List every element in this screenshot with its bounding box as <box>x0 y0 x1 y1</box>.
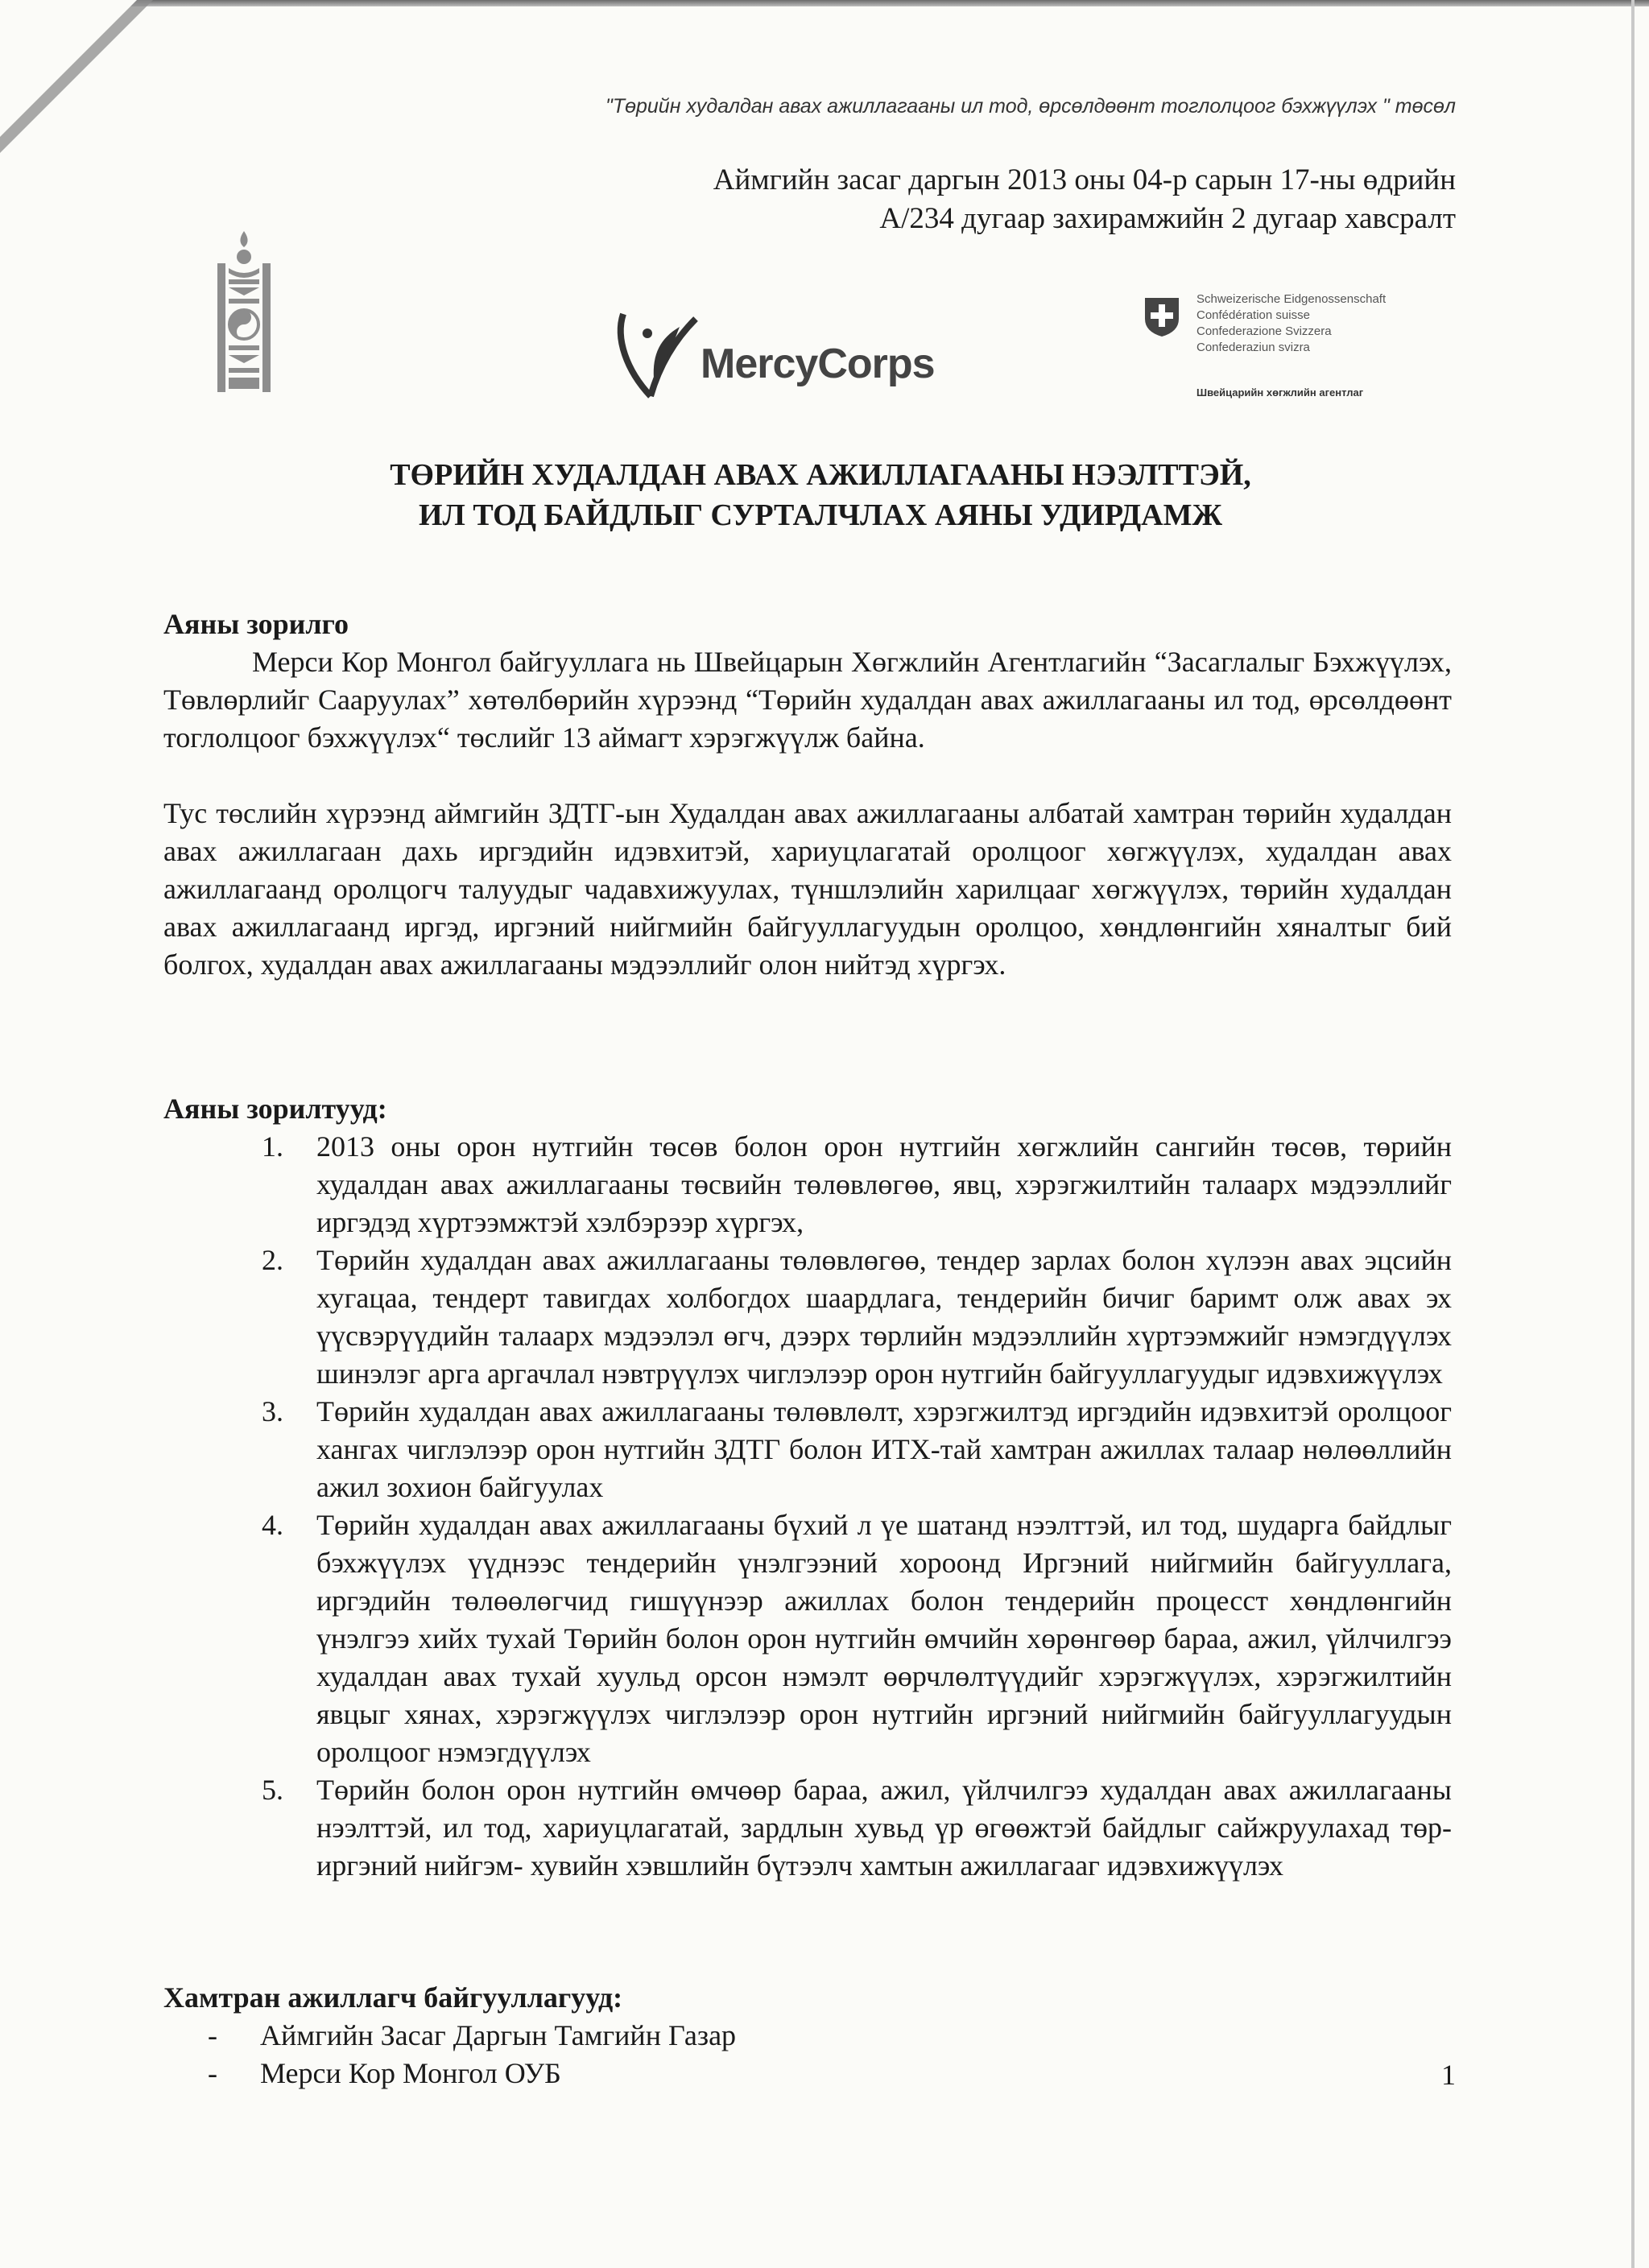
list-item-number: 1. <box>262 1130 283 1163</box>
document-title <box>0 455 1649 535</box>
swiss-agency-name: Швейцарийн хөгжлийн агентлаг <box>1196 386 1364 399</box>
swiss-name-3: Confederazione Svizzera <box>1196 324 1332 338</box>
purpose-paragraph-1 <box>163 643 1452 757</box>
partners-list <box>163 2017 1452 2092</box>
swiss-agency-logo <box>1142 291 1464 404</box>
list-item <box>163 2055 1452 2092</box>
list-item-text: Төрийн худалдан авах ажиллагааны төлөвлөгөө, тендер зарлах болон хүлээн авах эцсийн хугацаа, тендерт тавигдах холбогдох шаардлага, тендерийн бичиг баримт олж авах эх үүсвэрүүдийн талаарх мэдээлэл өгч, дээрх төрлийн мэдээллийн хүртээмжийг нэмэгдүүлэх шинэлэг арга аргачлал нэвтрүүлэх чиглэлээр орон нутгийн байгууллагуудыг идэвхижүүлэх <box>316 1244 1452 1390</box>
attachment-note <box>713 161 1456 238</box>
purpose-paragraph-1-text: Мерси Кор Монгол байгууллага нь Швейцарын Хөгжлийн Агентлагийн “Засаглалыг Бэхжүүлэх, Төвлөрлийг Сааруулах” хөтөлбөрийн хүрээнд “Төрийн худалдан авах ажиллагааны ил тод, өрсөлдөөнт тоглолцоог бэхжүүлэх“ төслийг 13 аймагт хэрэгжүүлж байна. <box>163 646 1452 754</box>
list-item-number: 4. <box>262 1509 283 1541</box>
page-corner-fold-inner <box>0 0 137 137</box>
soyombo-emblem-icon <box>217 229 271 399</box>
scan-right-edge <box>1631 0 1635 2268</box>
list-item-text: Төрийн худалдан авах ажиллагааны төлөвлөлт, хэрэгжилтэд иргэдийн идэвхитэй оролцоог хангах чиглэлээр орон нутгийн ЗДТГ болон ИТХ-тай хамтран ажиллах талаар нөлөөллийн ажил зохион байгуулах <box>316 1395 1452 1503</box>
attachment-line-1: Аймгийн засаг даргын 2013 оны 04-р сарын 17-ны өдрийн <box>713 163 1456 196</box>
list-item-text: Төрийн болон орон нутгийн өмчөөр бараа, ажил, үйлчилгээ худалдан авах ажиллагааны нээлттэй, ил тод, хариуцлагатай, зардлын хувьд үр өгөөжтэй байдлыг сайжруулахад төр- иргэний нийгэм- хувийн хэвшлийн бүтээлч хамтын ажиллагааг идэвхижүүлэх <box>316 1774 1452 1882</box>
scan-top-edge <box>0 0 1649 6</box>
swiss-cross-icon <box>1142 295 1182 338</box>
swiss-name-2: Confédération suisse <box>1196 308 1310 322</box>
list-item <box>163 1241 1452 1393</box>
mercy-corps-logo-icon <box>612 306 701 403</box>
purpose-paragraph-2: Тус төслийн хүрээнд аймгийн ЗДТГ-ын Худалдан авах ажиллагааны албатай хамтран төрийн худалдан авах ажиллагаан дахь иргэдийн идэвхитэй, хариуцлагатай оролцоог хөгжүүлэх, худалдан авах ажиллагаанд оролцогч талуудыг чадавхижуулах, түншлэлийн харилцааг хөгжүүлэх, төрийн худалдан авах ажиллагаанд иргэд, иргэний нийгмийн байгууллагуудын оролцоо, хөндлөнгийн хяналтыг бий болгох, худалдан авах ажиллагааны мэдээллийг олон нийтэд хүргэх. <box>163 797 1452 981</box>
swiss-name-1: Schweizerische Eidgenossenschaft <box>1196 292 1387 306</box>
list-item <box>163 1771 1452 1885</box>
list-item <box>163 1393 1452 1506</box>
swiss-name-4: Confederaziun svizra <box>1196 341 1310 354</box>
purpose-heading: Аяны зорилго <box>163 608 349 640</box>
list-dash: - <box>208 2057 217 2089</box>
list-dash: - <box>208 2019 217 2051</box>
partners-section <box>163 1979 1452 2092</box>
list-item <box>163 1128 1452 1241</box>
project-header: "Төрийн худалдан авах ажиллагааны ил тод, өрсөлдөөнт тоглолцоог бэхжүүлэх " төсөл <box>605 95 1456 118</box>
list-item-text: Төрийн худалдан авах ажиллагааны бүхий л үе шатанд нээлттэй, ил тод, шударга байдлыг бэхжүүлэх үүднээс тендерийн үнэлгээний хороонд Иргэний нийгмийн байгууллага, иргэдийн төлөөлөгчид гишүүнээр ажиллах болон тендерийн процесст хөндлөнгийн үнэлгээ хийх тухай Төрийн болон орон нутгийн өмчийн хөрөнгөөр бараа, ажил, үйлчилгээ худалдан авах тухай хуульд орсон нэмэлт өөрчлөлтүүдийг хэрэгжүүлэх, хэрэгжилтийн явцыг хянах, хэрэгжүүлэх чиглэлээр орон нутгийн иргэний нийгмийн байгууллагуудын оролцоог нэмэгдүүлэх <box>316 1509 1452 1768</box>
list-item-text: Мерси Кор Монгол ОУБ <box>260 2057 561 2089</box>
list-item <box>163 2017 1452 2055</box>
partners-heading: Хамтран ажиллагч байгууллагууд: <box>163 1981 623 2014</box>
list-item-number: 3. <box>262 1395 283 1427</box>
list-item-number: 2. <box>262 1244 283 1276</box>
list-item-number: 5. <box>262 1774 283 1806</box>
page-number: 1 <box>1441 2059 1456 2091</box>
attachment-line-2: А/234 дугаар захирамжийн 2 дугаар хавсралт <box>879 202 1456 235</box>
objectives-heading: Аяны зорилтууд: <box>163 1093 387 1125</box>
list-item-text: 2013 оны орон нутгийн төсөв болон орон нутгийн хөгжлийн сангийн төсөв, төрийн худалдан авах ажиллагааны төсвийн төлөвлөгөө, явц, хэрэгжилтийн талаарх мэдээллийг иргэдэд хүртээмжтэй хэлбэрээр хүргэх, <box>316 1130 1452 1238</box>
list-item <box>163 1506 1452 1771</box>
objectives-section <box>163 1090 1452 1885</box>
swiss-names <box>1196 291 1386 356</box>
purpose-section <box>163 605 1452 984</box>
mercy-corps-wordmark: MercyCorps <box>701 341 935 387</box>
objectives-list <box>163 1128 1452 1885</box>
title-line-1: ТӨРИЙН ХУДАЛДАН АВАХ АЖИЛЛАГААНЫ НЭЭЛТТЭЙ, <box>390 458 1251 492</box>
title-line-2: ИЛ ТОД БАЙДЛЫГ СУРТАЛЧЛАХ АЯНЫ УДИРДАМЖ <box>418 498 1223 532</box>
mercy-corps-logo <box>612 306 942 403</box>
list-item-text: Аймгийн Засаг Даргын Тамгийн Газар <box>260 2019 737 2051</box>
